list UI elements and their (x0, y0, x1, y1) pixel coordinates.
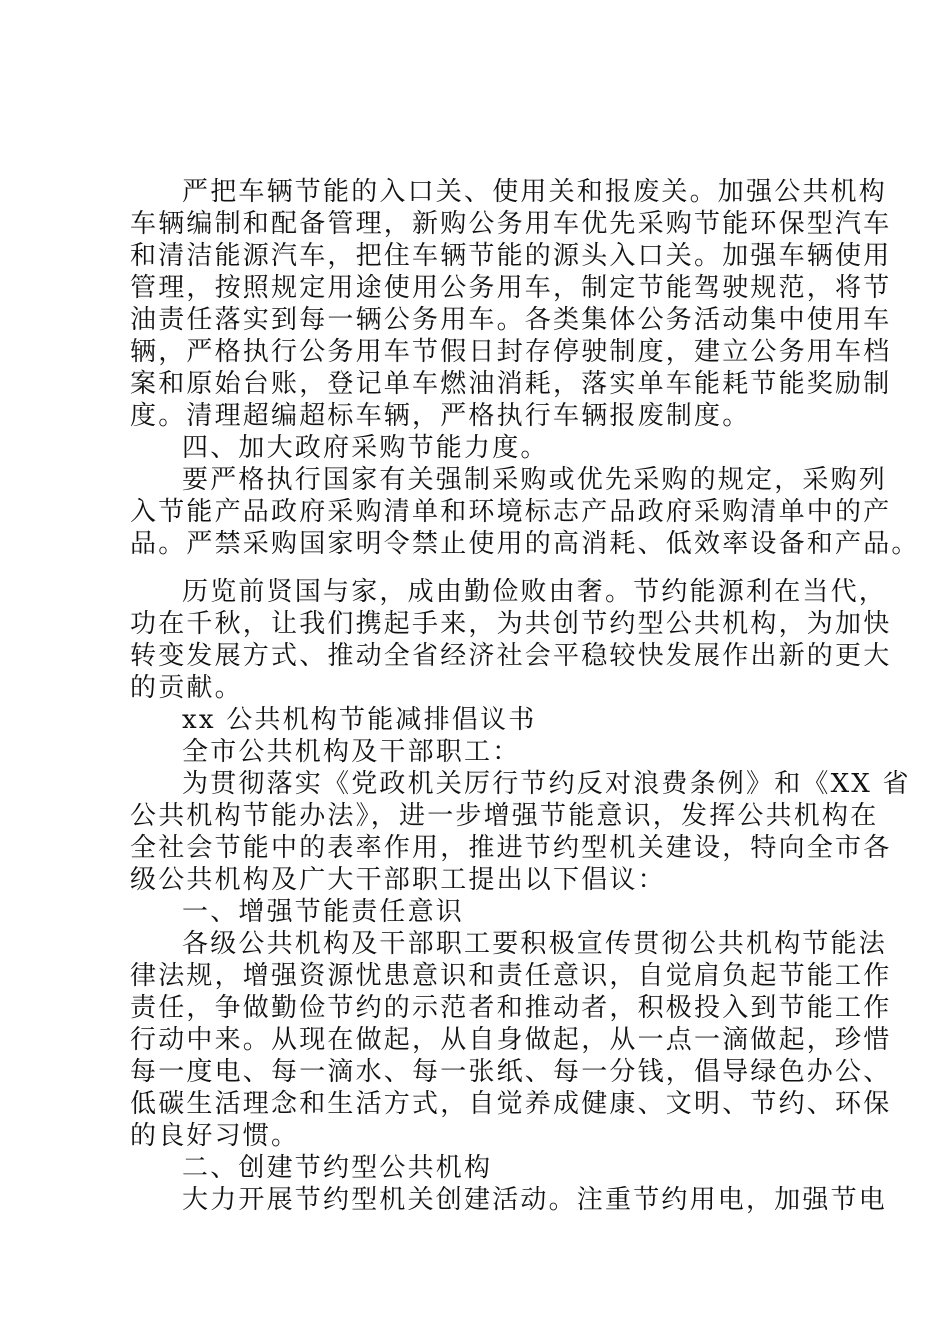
section-heading: 四、加大政府采购节能力度。 (182, 433, 549, 463)
paragraph-line: 和清洁能源汽车，把住车辆节能的源头入口关。加强车辆使用 (130, 241, 892, 271)
paragraph-line: 律法规，增强资源忧患意识和责任意识，自觉肩负起节能工作 (130, 961, 892, 991)
paragraph-line: 辆，严格执行公务用车节假日封存停驶制度，建立公务用车档 (130, 337, 892, 367)
paragraph-line: 低碳生活理念和生活方式，自觉养成健康、文明、节约、环保 (130, 1089, 892, 1119)
paragraph-line: 的贡献。 (130, 673, 243, 703)
paragraph-line: 油责任落实到每一辆公务用车。各类集体公务活动集中使用车 (130, 305, 892, 335)
paragraph-line: 全社会节能中的表率作用，推进节约型机关建设，特向全市各 (130, 833, 892, 863)
paragraph-line: 入节能产品政府采购清单和环境标志产品政府采购清单中的产 (130, 497, 892, 527)
paragraph-line: 每一度电、每一滴水、每一张纸、每一分钱，倡导绿色办公、 (130, 1057, 892, 1087)
paragraph-line: 各级公共机构及干部职工要积极宣传贯彻公共机构节能法 (182, 929, 888, 959)
paragraph-line: 品。严禁采购国家明令禁止使用的高消耗、低效率设备和产品。 (130, 529, 920, 559)
section-heading: 二、创建节约型公共机构 (182, 1153, 493, 1183)
paragraph-line: 要严格执行国家有关强制采购或优先采购的规定，采购列 (182, 465, 888, 495)
paragraph-line: 责任，争做勤俭节约的示范者和推动者，积极投入到节能工作 (130, 993, 892, 1023)
paragraph-line: 大力开展节约型机关创建活动。注重节约用电，加强节电 (182, 1185, 888, 1215)
paragraph-line: 度。清理超编超标车辆，严格执行车辆报废制度。 (130, 401, 751, 431)
paragraph-line: 车辆编制和配备管理，新购公务用车优先采购节能环保型汽车 (130, 209, 892, 239)
paragraph-line: 级公共机构及广大干部职工提出以下倡议： (130, 865, 666, 895)
paragraph-line: 行动中来。从现在做起，从自身做起，从一点一滴做起，珍惜 (130, 1025, 892, 1055)
paragraph-line: 严把车辆节能的入口关、使用关和报废关。加强公共机构 (182, 177, 888, 207)
salutation: 全市公共机构及干部职工： (182, 737, 521, 767)
document-title: xx 公共机构节能减排倡议书 (182, 705, 537, 735)
paragraph-line: 转变发展方式、推动全省经济社会平稳较快发展作出新的更大 (130, 641, 892, 671)
paragraph-line: 历览前贤国与家，成由勤俭败由奢。节约能源利在当代， (182, 577, 888, 607)
section-heading: 一、增强节能责任意识 (182, 897, 465, 927)
paragraph-line: 功在千秋，让我们携起手来，为共创节约型公共机构，为加快 (130, 609, 892, 639)
paragraph-line: 管理，按照规定用途使用公务用车，制定节能驾驶规范，将节 (130, 273, 892, 303)
paragraph-line: 案和原始台账，登记单车燃油消耗，落实单车能耗节能奖励制 (130, 369, 892, 399)
paragraph-line: 的良好习惯。 (130, 1121, 300, 1151)
paragraph-line: 公共机构节能办法》，进一步增强节能意识，发挥公共机构在 (130, 801, 879, 831)
paragraph-line: 为贯彻落实《党政机关厉行节约反对浪费条例》和《XX 省 (182, 769, 911, 799)
